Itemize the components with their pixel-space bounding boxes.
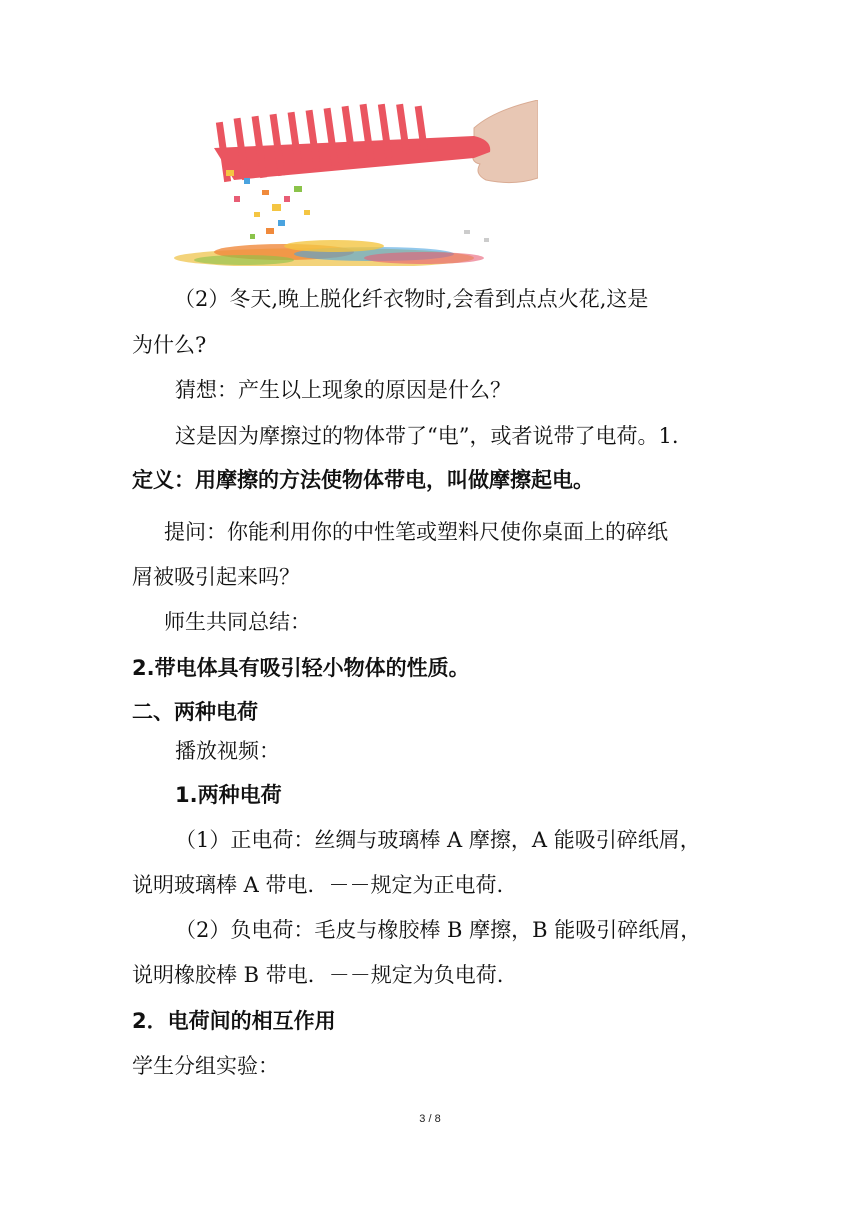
comb-paper-illustration — [174, 100, 538, 266]
paragraph-question-2-line2: 为什么? — [132, 333, 207, 357]
paragraph-question-2-line1: （2）冬天,晚上脱化纤衣物时,会看到点点火花,这是 — [174, 287, 649, 311]
paragraph-prompt-line1: 提问：你能利用你的中性笔或塑料尺使你桌面上的碎纸 — [164, 520, 668, 544]
paragraph-guess: 猜想：产生以上现象的原因是什么？ — [175, 378, 511, 402]
paragraph-explanation-line1: 这是因为摩擦过的物体带了“电”，或者说带了电荷。1. — [175, 424, 679, 448]
summary-property: 2.带电体具有吸引轻小物体的性质。 — [132, 656, 470, 680]
paragraph-positive-charge-line2: 说明玻璃棒 A 带电．－－规定为正电荷. — [132, 873, 504, 897]
subheading-two-charges: 1.两种电荷 — [175, 783, 282, 807]
paragraph-play-video: 播放视频： — [175, 739, 280, 763]
section-heading-two-charges: 二、两种电荷 — [132, 700, 258, 724]
paragraph-prompt-line2: 屑被吸引起来吗？ — [132, 565, 300, 589]
page-number: 3 / 8 — [419, 1113, 441, 1125]
subheading-charge-interaction: 2．电荷间的相互作用 — [132, 1009, 336, 1033]
paragraph-negative-charge-line2: 说明橡胶棒 B 带电．－－规定为负电荷. — [132, 963, 504, 987]
paragraph-summary-intro: 师生共同总结： — [164, 610, 311, 634]
definition-friction-charging: 定义：用摩擦的方法使物体带电，叫做摩擦起电。 — [132, 468, 594, 492]
paragraph-negative-charge-line1: （2）负电荷：毛皮与橡胶棒 B 摩擦，B 能吸引碎纸屑， — [175, 918, 702, 942]
paragraph-group-experiment: 学生分组实验： — [132, 1054, 279, 1078]
paragraph-positive-charge-line1: （1）正电荷：丝绸与玻璃棒 A 摩擦，A 能吸引碎纸屑， — [175, 828, 701, 852]
